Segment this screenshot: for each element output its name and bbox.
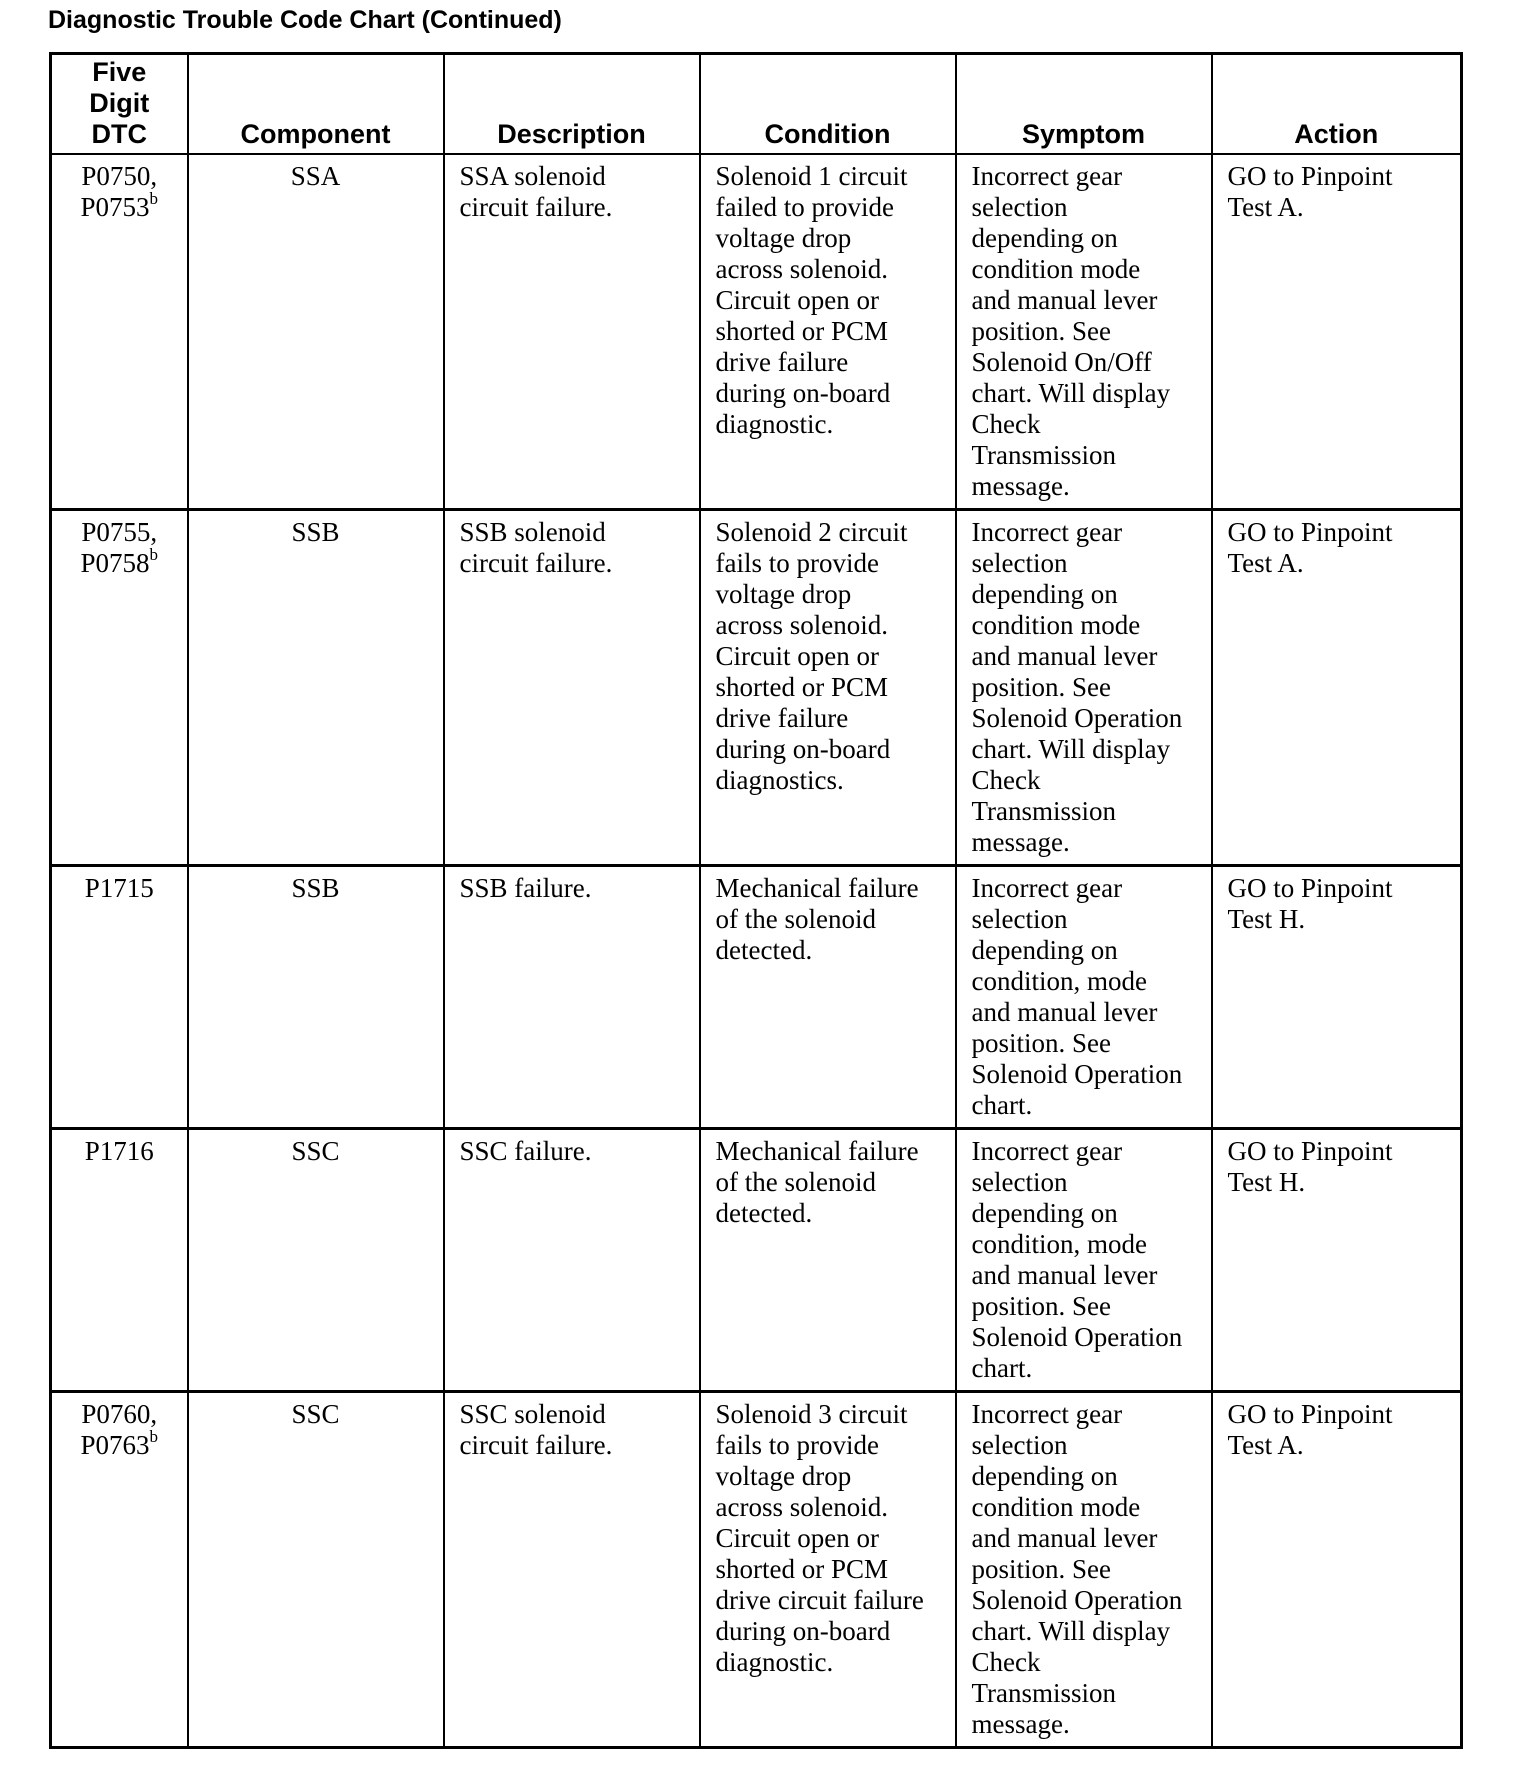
- symptom-line: position. See: [971, 316, 1111, 346]
- dtc-code-line: [56, 1136, 183, 1167]
- symptom-line: Incorrect gear: [971, 161, 1123, 191]
- header-action: Action: [1212, 54, 1462, 155]
- condition-line: diagnostic.: [715, 1647, 834, 1677]
- symptom-line: Solenoid Operation: [971, 1585, 1183, 1615]
- dtc-code: P0750,: [81, 161, 158, 191]
- header-condition: Condition: [700, 54, 956, 155]
- symptom-line: chart.: [971, 1090, 1033, 1120]
- action-line: Test H.: [1227, 1167, 1306, 1197]
- header-dtc-line: DTC: [91, 119, 147, 149]
- table-row: [51, 866, 1462, 1129]
- symptom-line: Incorrect gear: [971, 873, 1123, 903]
- dtc-code-line: [56, 517, 183, 548]
- symptom-line: condition, mode: [971, 1229, 1147, 1259]
- symptom-line: Transmission: [971, 440, 1117, 470]
- action-line: GO to Pinpoint: [1227, 873, 1393, 903]
- condition-line: Circuit open or: [715, 1523, 879, 1553]
- symptom-line: depending on: [971, 223, 1118, 253]
- condition-line: voltage drop: [715, 223, 852, 253]
- condition-line: shorted or PCM: [715, 1554, 889, 1584]
- condition-line: shorted or PCM: [715, 316, 889, 346]
- component-cell: SSB: [188, 866, 444, 1129]
- symptom-line: position. See: [971, 1291, 1111, 1321]
- footnote-marker: b: [149, 545, 159, 564]
- dtc-code-line: [56, 1427, 183, 1461]
- condition-cell: [700, 1129, 956, 1392]
- dtc-cell: [51, 154, 188, 510]
- description-cell: [444, 866, 700, 1129]
- description-line: SSB solenoid: [459, 517, 606, 547]
- symptom-line: message.: [971, 827, 1070, 857]
- symptom-line: Incorrect gear: [971, 517, 1123, 547]
- condition-line: voltage drop: [715, 579, 852, 609]
- condition-line: Solenoid 3 circuit: [715, 1399, 908, 1429]
- symptom-line: Check: [971, 765, 1041, 795]
- description-line: circuit failure.: [459, 1430, 613, 1460]
- condition-line: fails to provide: [715, 1430, 879, 1460]
- header-symptom: Symptom: [956, 54, 1212, 155]
- symptom-line: condition mode: [971, 610, 1141, 640]
- condition-line: fails to provide: [715, 548, 879, 578]
- symptom-line: depending on: [971, 1461, 1118, 1491]
- description-cell: [444, 1129, 700, 1392]
- symptom-cell: [956, 510, 1212, 866]
- dtc-cell: [51, 1129, 188, 1392]
- action-line: GO to Pinpoint: [1227, 517, 1393, 547]
- dtc-code: P0760,: [81, 1399, 158, 1429]
- component-cell: SSC: [188, 1392, 444, 1748]
- dtc-code: P1715: [84, 873, 154, 903]
- condition-line: drive circuit failure: [715, 1585, 924, 1615]
- description-cell: [444, 154, 700, 510]
- condition-line: Circuit open or: [715, 285, 879, 315]
- symptom-line: Transmission: [971, 796, 1117, 826]
- dtc-cell: [51, 866, 188, 1129]
- footnote-marker: b: [149, 189, 159, 208]
- symptom-line: Solenoid On/Off: [971, 347, 1152, 377]
- condition-cell: [700, 154, 956, 510]
- condition-line: Solenoid 1 circuit: [715, 161, 908, 191]
- dtc-code: P1716: [84, 1136, 154, 1166]
- symptom-line: position. See: [971, 672, 1111, 702]
- dtc-code: P0763: [80, 1430, 150, 1460]
- condition-line: shorted or PCM: [715, 672, 889, 702]
- action-cell: [1212, 1129, 1462, 1392]
- description-line: SSC solenoid: [459, 1399, 606, 1429]
- condition-line: drive failure: [715, 703, 849, 733]
- action-cell: [1212, 510, 1462, 866]
- description-line: circuit failure.: [459, 192, 613, 222]
- description-cell: [444, 1392, 700, 1748]
- table-row: [51, 1129, 1462, 1392]
- symptom-line: Check: [971, 409, 1041, 439]
- condition-line: failed to provide: [715, 192, 894, 222]
- condition-line: Circuit open or: [715, 641, 879, 671]
- header-dtc-line: Digit: [89, 88, 150, 118]
- condition-line: during on-board: [715, 378, 891, 408]
- symptom-line: message.: [971, 1709, 1070, 1739]
- description-line: circuit failure.: [459, 548, 613, 578]
- table-body: [51, 154, 1462, 1748]
- header-dtc-line: Five: [92, 57, 147, 87]
- dtc-chart-table: [49, 52, 1463, 1749]
- action-line: GO to Pinpoint: [1227, 1136, 1393, 1166]
- action-line: GO to Pinpoint: [1227, 1399, 1393, 1429]
- header-description: Description: [444, 54, 700, 155]
- condition-line: across solenoid.: [715, 1492, 888, 1522]
- symptom-line: condition mode: [971, 1492, 1141, 1522]
- condition-line: during on-board: [715, 734, 891, 764]
- dtc-code: P0753: [80, 192, 150, 222]
- table-row: [51, 154, 1462, 510]
- symptom-cell: [956, 1129, 1212, 1392]
- symptom-line: and manual lever: [971, 1523, 1158, 1553]
- header-component: Component: [188, 54, 444, 155]
- page-title: Diagnostic Trouble Code Chart (Continued): [48, 6, 562, 34]
- symptom-line: Solenoid Operation: [971, 1322, 1183, 1352]
- symptom-cell: [956, 154, 1212, 510]
- symptom-line: selection: [971, 904, 1068, 934]
- header-row: [51, 54, 1462, 155]
- symptom-line: condition mode: [971, 254, 1141, 284]
- condition-line: across solenoid.: [715, 254, 888, 284]
- header-dtc: [51, 54, 188, 155]
- symptom-line: and manual lever: [971, 997, 1158, 1027]
- symptom-line: and manual lever: [971, 1260, 1158, 1290]
- action-line: Test A.: [1227, 1430, 1304, 1460]
- condition-line: detected.: [715, 935, 813, 965]
- table-row: [51, 510, 1462, 866]
- dtc-code-line: [56, 1399, 183, 1430]
- symptom-line: selection: [971, 1167, 1068, 1197]
- dtc-code: P0758: [80, 548, 150, 578]
- table-row: [51, 1392, 1462, 1748]
- component-cell: SSB: [188, 510, 444, 866]
- dtc-cell: [51, 510, 188, 866]
- condition-line: of the solenoid: [715, 1167, 876, 1197]
- symptom-line: depending on: [971, 935, 1118, 965]
- symptom-line: selection: [971, 548, 1068, 578]
- symptom-line: and manual lever: [971, 285, 1158, 315]
- dtc-code: P0755,: [81, 517, 158, 547]
- dtc-code-line: [56, 545, 183, 579]
- symptom-line: depending on: [971, 579, 1118, 609]
- action-line: Test A.: [1227, 548, 1304, 578]
- condition-cell: [700, 510, 956, 866]
- symptom-line: Transmission: [971, 1678, 1117, 1708]
- description-line: SSB failure.: [459, 873, 592, 903]
- symptom-cell: [956, 866, 1212, 1129]
- symptom-line: selection: [971, 192, 1068, 222]
- symptom-line: position. See: [971, 1028, 1111, 1058]
- component-cell: SSC: [188, 1129, 444, 1392]
- description-line: SSC failure.: [459, 1136, 592, 1166]
- action-cell: [1212, 866, 1462, 1129]
- condition-line: across solenoid.: [715, 610, 888, 640]
- condition-line: Mechanical failure: [715, 1136, 919, 1166]
- symptom-line: Check: [971, 1647, 1041, 1677]
- symptom-line: condition, mode: [971, 966, 1147, 996]
- component-cell: SSA: [188, 154, 444, 510]
- dtc-code-line: [56, 873, 183, 904]
- action-line: Test H.: [1227, 904, 1306, 934]
- symptom-line: Solenoid Operation: [971, 703, 1183, 733]
- condition-line: Mechanical failure: [715, 873, 919, 903]
- dtc-code-line: [56, 189, 183, 223]
- symptom-cell: [956, 1392, 1212, 1748]
- condition-cell: [700, 1392, 956, 1748]
- condition-line: diagnostics.: [715, 765, 844, 795]
- symptom-line: depending on: [971, 1198, 1118, 1228]
- symptom-line: message.: [971, 471, 1070, 501]
- condition-line: of the solenoid: [715, 904, 876, 934]
- condition-line: during on-board: [715, 1616, 891, 1646]
- symptom-line: chart.: [971, 1353, 1033, 1383]
- condition-line: Solenoid 2 circuit: [715, 517, 908, 547]
- condition-line: detected.: [715, 1198, 813, 1228]
- symptom-line: chart. Will display: [971, 378, 1171, 408]
- action-cell: [1212, 154, 1462, 510]
- action-cell: [1212, 1392, 1462, 1748]
- symptom-line: Incorrect gear: [971, 1136, 1123, 1166]
- symptom-line: position. See: [971, 1554, 1111, 1584]
- condition-cell: [700, 866, 956, 1129]
- symptom-line: Incorrect gear: [971, 1399, 1123, 1429]
- footnote-marker: b: [149, 1427, 159, 1446]
- symptom-line: selection: [971, 1430, 1068, 1460]
- condition-line: drive failure: [715, 347, 849, 377]
- symptom-line: Solenoid Operation: [971, 1059, 1183, 1089]
- dtc-cell: [51, 1392, 188, 1748]
- action-line: GO to Pinpoint: [1227, 161, 1393, 191]
- symptom-line: and manual lever: [971, 641, 1158, 671]
- condition-line: voltage drop: [715, 1461, 852, 1491]
- description-line: SSA solenoid: [459, 161, 606, 191]
- description-cell: [444, 510, 700, 866]
- symptom-line: chart. Will display: [971, 734, 1171, 764]
- dtc-code-line: [56, 161, 183, 192]
- condition-line: diagnostic.: [715, 409, 834, 439]
- symptom-line: chart. Will display: [971, 1616, 1171, 1646]
- action-line: Test A.: [1227, 192, 1304, 222]
